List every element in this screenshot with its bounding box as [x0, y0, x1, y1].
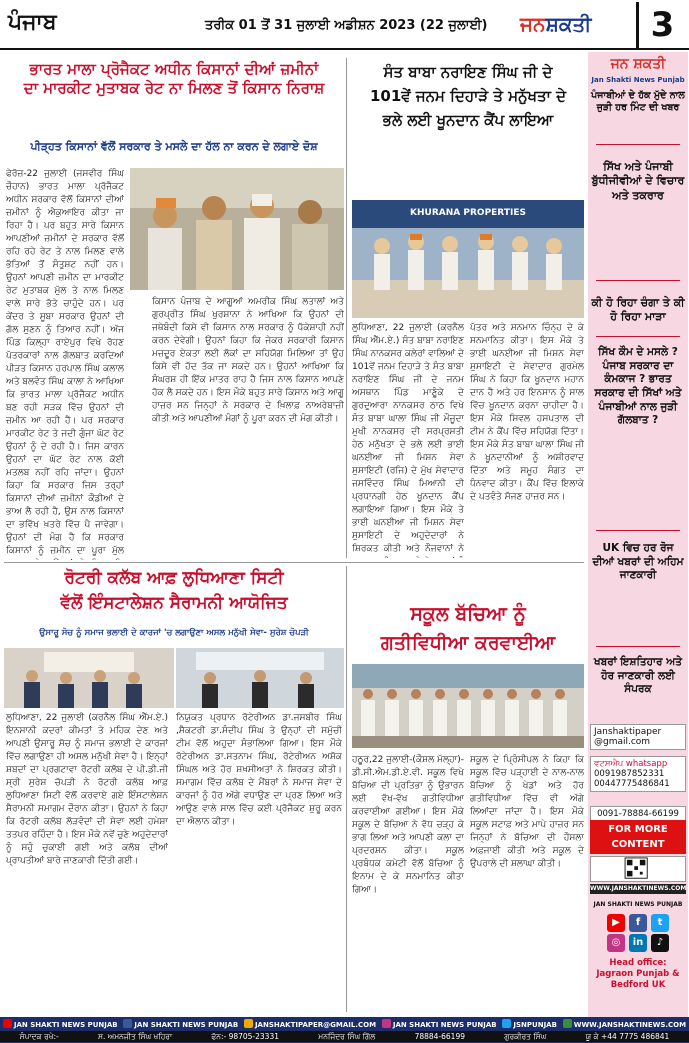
- social-icons-row-1: [590, 914, 686, 932]
- sidebar-topic-5: ਖਬਰਾਂ ਇਸ਼ਤਿਹਾਰ ਅਤੇ ਹੋਰ ਜਾਣਕਾਰੀ ਲਈ ਸੰਪਰਕ: [594, 656, 682, 696]
- sidebar-whatsapp[interactable]: ਵਟਸਐਪ whatsapp 0091987852331 00447775486841: [590, 756, 686, 792]
- website-link[interactable]: WWW.JANSHAKTINEWS.COM: [590, 885, 687, 892]
- sidebar-logo-subtitle: Jan Shakti News Punjab: [591, 76, 685, 84]
- twitter-icon[interactable]: t: [651, 914, 669, 932]
- social-label: JAN SHAKTI NEWS PUNJAB: [593, 901, 683, 908]
- whatsapp-label: ਵਟਸਐਪ whatsapp: [594, 759, 668, 769]
- footer-phone-uk: ਯੂ ਕੇ +44 7775 486841: [585, 1032, 670, 1041]
- footer-phone-1: ਫੋਨ:- 98705-23331: [211, 1032, 280, 1041]
- page-footer: [0, 1017, 689, 1043]
- sidebar-topic-4: UK ਵਿਚ ਹਰ ਰੋਜ ਦੀਆਂ ਖਬਰਾਂ ਦੀ ਅਹਿਮ ਜਾਣਕਾਰੀ: [592, 542, 684, 582]
- footer-name-3: ਗੁਰਕੀਰਤ ਸਿੰਘ: [504, 1032, 547, 1041]
- footer-youtube[interactable]: JAN SHAKTI NEWS PUNJAB: [3, 1019, 118, 1031]
- footer-phone-2: 78884-66199: [414, 1032, 465, 1041]
- banner-text: KHURANA PROPERTIES: [410, 208, 526, 218]
- story2-photo: [352, 200, 584, 318]
- story2-body-right: ਪੱਤਰ ਅਤੇ ਸਨਮਾਨ ਚਿੰਨ੍ਹ ਦੇ ਕੇ ਸਨਮਾਨਿਤ ਕੀਤਾ। ਇਸ ਮੌਕੇ ਤੇ ਭਾਈ ਘਨਈਆ ਜੀ ਮਿਸ਼ਨ ਸੇਵਾ ਸੁਸਾਇਟੀ ਦੇ ਸੇਵਾਦਾਰ ਗੁਰਮੇਲ ਸਿੰਘ ਨੇ ਕਿਹਾ ਕਿ ਖੂਨਦਾਨ ਮਹਾਨ ਦਾਨ ਹੈ ਅਤੇ ਹਰ ਇਨਸਾਨ ਨੂੰ ਸਾਲ ਵਿੱਚ ਖੂਨਦਾਨ ਕਰਨਾ ਚਾਹੀਦਾ ਹੈ। ਇਸ ਮੌਕੇ ਸਿਵਲ ਹਸਪਤਾਲ ਦੀ ਟੀਮ ਨੇ ਕੈਂਪ ਵਿੱਚ ਸਹਿਯੋਗ ਦਿੱਤਾ। ਇਸ ਮੌਕੇ ਸੰਤ ਬਾਬਾ ਘਾਲਾ ਸਿੰਘ ਜੀ ਨੇ ਖੂਨਦਾਨੀਆਂ ਨੂੰ ਅਸ਼ੀਰਵਾਦ ਦਿੱਤਾ ਅਤੇ ਸਮੂਹ ਸੰਗਤ ਦਾ ਧੰਨਵਾਦ ਕੀਤਾ। ਕੈਂਪ ਵਿੱਚ ਇਲਾਕੇ ਦੇ ਪਤਵੰਤੇ ਸੱਜਣ ਹਾਜ਼ਰ ਸਨ।: [470, 323, 584, 502]
- story1-subhead: ਪੀੜ੍ਹਤ ਕਿਸਾਨਾਂ ਵੱਲੋਂ ਸਰਕਾਰ ਤੇ ਮਸਲੇ ਦਾ ਹੱਲ ਨਾ ਕਰਨ ਦੇ ਲਗਾਏ ਦੋਸ਼: [30, 140, 318, 153]
- sidebar-logo: ਜਨ ਸ਼ਕਤੀ: [610, 56, 666, 72]
- story1-body-left: ਫੇਰੋਜ਼-22 ਜੁਲਾਈ (ਜਸਵੀਰ ਸਿੰਘ ਚੌਹਾਨ) ਭਾਰਤ ਮਾਲਾ ਪ੍ਰੋਜੈਕਟ ਅਧੀਨ ਸਰਕਾਰ ਵੱਲੋਂ ਕਿਸਾਨਾਂ ਦੀਆਂ ਜ਼ਮੀਨਾਂ ਨੂੰ ਐਕੁਆਇਰ ਕੀਤਾ ਜਾ ਰਿਹਾ ਹੈ। ਪਰ ਬਹੁਤ ਸਾਰੇ ਕਿਸਾਨ ਆਪਣੀਆਂ ਜ਼ਮੀਨਾਂ ਦੇ ਸਰਕਾਰ ਵੱਲੋਂ ਰਹਿ ਰਹੇ ਰੇਟ ਤੇ ਨਾਲ ਮਿਲਣ ਵਾਲੇ ਭੱਤਿਆਂ ਤੋਂ ਸੰਤੁਸ਼ਟ ਨਹੀਂ ਹਨ। ਉਹਨਾਂ ਆਪਣੀ ਜ਼ਮੀਨ ਦਾ ਮਾਰਕੀਟ ਰੇਟ ਮੁਤਾਬਕ ਮੁੱਲ ਤੇ ਨਾਲ ਮਿਲਣ ਵਾਲੇ ਸਾਰੇ ਭੱਤੇ ਚਾਹੁੰਦੇ ਹਨ। ਪਰ ਕੇਂਦਰ ਤੇ ਸੂਬਾ ਸਰਕਾਰ ਉਹਨਾਂ ਦੀ ਗੱਲ ਸੁਣਨ ਨੂੰ ਤਿਆਰ ਨਹੀਂ। ਅੱਜ ਪਿੰਡ ਕਿਲ੍ਹਾ ਰਾਏਪੁਰ ਵਿਖੇ ਰੋਹਣ ਪੱਤਰਕਾਰਾਂ ਨਾਲ ਗੱਲਬਾਤ ਕਰਦਿਆਂ ਪੀੜਤ ਕਿਸਾਨ ਹਰਪਾਲ ਸਿੰਘ ਕਲਾਲ ਅਤੇ ਬਲਵੰਤ ਸਿੰਘ ਕਾਲਾ ਨੇ ਆਖਿਆ ਕਿ ਭਾਰਤ ਮਾਲਾ ਪ੍ਰੋਜੈਕਟ ਅਧੀਨ ਬਣ ਰਹੀ ਸੜਕ ਵਿੱਚ ਉਹਨਾਂ ਦੀ ਜ਼ਮੀਨ ਆ ਰਹੀ ਹੈ। ਪਰ ਸਰਕਾਰ ਮਾਰਕੀਟ ਰੇਟ ਤੇ ਜਦੀ ਗੁੰਜਾ ਘੱਟ ਰੇਟ ਉਹਨਾਂ ਨੂੰ ਦੇ ਰਹੀ ਹੈ। ਜਿਸ ਕਾਰਨ ਉਹਨਾਂ ਦਾ ਘੱਟ ਰੇਟ ਨਾਲ ਕੋਈ ਮਤਲਬ ਨਹੀਂ ਰਹਿ ਜਾਂਦਾ। ਉਹਨਾਂ ਕਿਹਾ ਕਿ ਸਰਕਾਰ ਜਿਸ ਤਰ੍ਹਾਂ ਕਿਸਾਨਾਂ ਦੀਆਂ ਜ਼ਮੀਨਾਂ ਕੌਡੀਆਂ ਦੇ ਭਾਅ ਲੈ ਰਹੀ ਹੈ, ਉਸ ਨਾਲ ਕਿਸਾਨਾਂ ਦਾ ਭਵਿੱਖ ਖ਼ਤਰੇ ਵਿੱਚ ਪੈ ਜਾਵੇਗਾ। ਉਹਨਾਂ ਦੀ ਮੰਗ ਹੈ ਕਿ ਸਰਕਾਰ ਕਿਸਾਨਾਂ ਨੂੰ ਜ਼ਮੀਨ ਦਾ ਪੂਰਾ ਮੁੱਲ: [6, 169, 124, 556]
- tiktok-icon[interactable]: ♪: [651, 934, 669, 952]
- footer-email[interactable]: JANSHAKTIPAPER@GMAIL.COM: [244, 1019, 376, 1031]
- qr-code[interactable]: [590, 856, 686, 882]
- sidebar-topic-2: ਕੀ ਹੋ ਰਿਹਾ ਚੰਗਾ ਤੇ ਕੀ ਹੋ ਰਿਹਾ ਮਾੜਾ: [591, 296, 685, 324]
- footer-facebook[interactable]: JAN SHAKTI NEWS PUNJAB: [123, 1019, 238, 1031]
- sidebar-topic-1: ਸਿੱਖ ਅਤੇ ਪੰਜਾਬੀ ਬੁੱਧੀਜੀਵੀਆਂ ਦੇ ਵਿਚਾਰ ਅਤੇ ਤਕਰਾਰ: [591, 160, 685, 202]
- instagram-icon: [382, 1019, 391, 1028]
- story4-photo: [352, 664, 584, 748]
- story1-body-right: ਕਿਸਾਨ ਪੰਜਾਬ ਦੇ ਆਗੂਆਂ ਅਮਰੀਕ ਸਿੰਘ ਲਤਾਲਾਂ ਅਤੇ ਗੁਰਪ੍ਰੀਤ ਸਿੰਘ ਖੁਰਸ਼ਾਨਾ ਨੇ ਆਖਿਆ ਕਿ ਉਹਨਾਂ ਦੀ ਜਥੇਬੰਦੀ ਕਿਸੇ ਵੀ ਕਿਸਾਨ ਨਾਲ ਸਰਕਾਰ ਨੂੰ ਧੱਕੇਸ਼ਾਹੀ ਨਹੀਂ ਕਰਨ ਦੇਵੇਗੀ। ਉਹਨਾਂ ਕਿਹਾ ਕਿ ਜੇਕਰ ਸਰਕਾਰੀ ਕਿਸਾਨ ਮਜ਼ਦੂਰ ਏਕਤਾ ਲਈ ਲੋਕਾਂ ਦਾ ਸਹਿਯੋਗ ਮਿਲਿਆ ਤਾਂ ਉਹ ਕਿਸੇ ਵੀ ਹੱਦ ਤੱਕ ਜਾ ਸਕਦੇ ਹਨ। ਉਹਨਾਂ ਆਖਿਆ ਕਿ ਸੰਘਰਸ਼ ਹੀ ਇੱਕ ਮਾਤਰ ਰਾਹ ਹੈ ਜਿਸ ਨਾਲ ਕਿਸਾਨ ਆਪਣੇ ਹੱਕ ਲੈ ਸਕਦੇ ਹਨ। ਇਸ ਮੌਕੇ ਬਹੁਤ ਸਾਰੇ ਕਿਸਾਨ ਅਤੇ ਆਗੂ ਹਾਜ਼ਰ ਸਨ ਜਿਨ੍ਹਾਂ ਨੇ ਸਰਕਾਰ ਦੇ ਖ਼ਿਲਾਫ਼ ਨਾਅਰੇਬਾਜ਼ੀ ਕੀਤੀ ਅਤੇ ਆਪਣੀਆਂ ਮੰਗਾਂ ਨੂੰ ਪੂਰਾ ਕਰਨ ਦੀ ਮੰਗ ਕੀਤੀ।: [152, 297, 344, 424]
- story3-body-right: ਨਿਯੁਕਤ ਪ੍ਰਧਾਨ ਰੋਟੇਰੀਅਨ ਡਾ.ਜਸਬੀਰ ਸਿੰਘ ,ਸੈਕਟਰੀ ਡਾ.ਸੰਦੀਪ ਸਿੰਘ ਤੇ ਉਨ੍ਹਾਂ ਦੀ ਸਮੁੱਚੀ ਟੀਮ ਵੱਲੋਂ ਅਹੁਦਾ ਸੰਭਾਲਿਆ ਗਿਆ। ਇਸ ਮੌਕੇ ਰੋਟੇਰੀਅਨ ਡਾ.ਸਤਨਾਮ ਸਿੰਘ, ਰੋਟੇਰੀਅਨ ਅਸ਼ੋਕ ਸਿੰਘਲ ਅਤੇ ਹੋਰ ਸ਼ਖ਼ਸੀਅਤਾਂ ਨੇ ਸ਼ਿਰਕਤ ਕੀਤੀ। ਸਮਾਗਮ ਵਿੱਚ ਕਲੱਬ ਦੇ ਮੈਂਬਰਾਂ ਨੇ ਸਮਾਜ ਸੇਵਾ ਦੇ ਕਾਰਜਾਂ ਨੂੰ ਹੋਰ ਅੱਗੇ ਵਧਾਉਣ ਦਾ ਪ੍ਰਣ ਲਿਆ ਅਤੇ ਆਉਣ ਵਾਲੇ ਸਾਲ ਵਿੱਚ ਕਈ ਪ੍ਰੋਜੈਕਟ ਸ਼ੁਰੂ ਕਰਨ ਦਾ ਐਲਾਨ ਕੀਤਾ।: [176, 713, 342, 827]
- twitter-icon: [502, 1019, 511, 1028]
- footer-name-2: ਮਨਜਿੰਦਰ ਸਿੰਘ ਗਿੱਲ: [318, 1032, 376, 1041]
- story1-headline: ਭਾਰਤ ਮਾਲਾ ਪ੍ਰੋਜੈਕਟ ਅਧੀਨ ਕਿਸਾਨਾਂ ਦੀਆਂ ਜ਼ਮੀਨਾਂ ਦਾ ਮਾਰਕੀਟ ਮੁਤਾਬਕ ਰੇਟ ਨਾ ਮਿਲਣ ਤੋਂ ਕਿਸਾਨ ਨਿਰਾਸ਼: [23, 60, 325, 97]
- story3-photo-2: [176, 648, 344, 708]
- edition-date: ਤਰੀਕ 01 ਤੋਂ 31 ਜੁਲਾਈ ਅਡੀਸ਼ਨ 2023 (22 ਜੁਲਾਈ): [205, 18, 488, 33]
- facebook-icon: [123, 1019, 132, 1028]
- footer-twitter[interactable]: JSNPUNJAB: [502, 1019, 557, 1031]
- story2-headline: ਸੰਤ ਬਾਬਾ ਨਰਾਇਣ ਸਿੰਘ ਜੀ ਦੇ 101ਵੇਂ ਜਨਮ ਦਿਹਾੜੇ ਤੇ ਮਨੁੱਖਤਾ ਦੇ ਭਲੇ ਲਈ ਖੂਨਦਾਨ ਕੈਂਪ ਲਾਇਆ: [369, 63, 567, 129]
- footer-social-row: [0, 1019, 689, 1031]
- footer-editor-label: ਸੰਪਾਦਕ ਰਖੇ:-: [19, 1032, 59, 1041]
- sidebar-phone[interactable]: 0091-78884-66199: [590, 806, 686, 822]
- linkedin-icon[interactable]: in: [629, 934, 647, 952]
- more-content-banner[interactable]: FOR MORE CONTENT: [590, 820, 686, 854]
- footer-instagram[interactable]: JAN SHAKTI NEWS PUNJAB: [382, 1019, 497, 1031]
- social-icons-row-2: [590, 934, 686, 952]
- story3-headline: ਰੋਟਰੀ ਕਲੱਬ ਆਫ਼ ਲੁਧਿਆਣਾ ਸਿਟੀ ਵੱਲੋਂ ਇੰਸਟਾਲੇਸ਼ਨ ਸੈਰਾਮਨੀ ਆਯੋਜਿਤ: [60, 568, 288, 613]
- sidebar-topic-3: ਸਿੱਖ ਕੌਮ ਦੇ ਮਸਲੇ ? ਪੰਜਾਬ ਸਰਕਾਰ ਦਾ ਕੰਮਕਾਜ ? ਭਾਰਤ ਸਰਕਾਰ ਦੀ ਸਿੱਖਾਂ ਅਤੇ ਪੰਜਾਬੀਆਂ ਨਾਲ ਜੁੜੀ ਗੱਲਬਾਤ ?: [594, 346, 682, 427]
- section-title: ਪੰਜਾਬ: [8, 10, 57, 35]
- footer-contact-row: [0, 1031, 689, 1042]
- masthead-logo: ਜਨਸ਼ਕਤੀ: [520, 12, 592, 36]
- instagram-icon[interactable]: ◎: [607, 934, 625, 952]
- story3-subhead: ਉਸਾਰੂ ਸੋਚ ਨੂੰ ਸਮਾਜ ਭਲਾਈ ਦੇ ਕਾਰਜਾਂ 'ਚ ਲਗਾਉਣਾ ਅਸਲ ਮਨੁੱਖੀ ਸੇਵਾ- ਸੁਰੇਸ਼ ਚੋਪੜੀ: [39, 628, 309, 638]
- facebook-icon[interactable]: f: [629, 914, 647, 932]
- story4-body-left: ਹਠੂਰ,22 ਜੁਲਾਈ-(ਕੌਸ਼ਲ ਮੱਲ੍ਹਾ)-ਡੀ.ਸੀ.ਐਮ.ਡੀ.ਏ.ਵੀ. ਸਕੂਲ ਵਿਖੇ ਬੱਚਿਆ ਦੀ ਪ੍ਰਤਿਭਾ ਨੂੰ ਉਭਾਰਨ ਲਈ ਵੱਖ-ਵੱਖ ਗਤੀਵਿਧੀਆ ਕਰਵਾਈਆ ਗਈਆ। ਇਸ ਮੌਕੇ ਸਕੂਲ ਦੇ ਬੱਚਿਆ ਨੇ ਵੱਧ ਚੜ੍ਹ ਕੇ ਭਾਗ ਲਿਆ ਅਤੇ ਆਪਣੀ ਕਲਾ ਦਾ ਪ੍ਰਦਰਸ਼ਨ ਕੀਤਾ। ਸਕੂਲ ਪ੍ਰਬੰਧਕ ਕਮੇਟੀ ਵੱਲੋਂ ਬੱਚਿਆ ਨੂੰ ਇਨਾਮ ਦੇ ਕੇ ਸਨਮਾਨਿਤ ਕੀਤਾ ਗਿਆ।: [352, 755, 464, 895]
- story3-photo-1: [4, 648, 174, 708]
- story1-photo: [130, 168, 344, 290]
- story4-body-right: ਸਕੂਲ ਦੇ ਪ੍ਰਿੰਸੀਪਲ ਨੇ ਕਿਹਾ ਕਿ ਸਕੂਲ ਵਿੱਚ ਪੜ੍ਹਾਈ ਦੇ ਨਾਲ-ਨਾਲ ਬੱਚਿਆ ਨੂੰ ਖੇਡਾਂ ਅਤੇ ਹੋਰ ਗਤੀਵਿਧੀਆ ਵਿੱਚ ਵੀ ਅੱਗੇ ਲਿਆਂਦਾ ਜਾਂਦਾ ਹੈ। ਇਸ ਮੌਕੇ ਸਕੂਲ ਸਟਾਫ਼ ਅਤੇ ਮਾਪੇ ਹਾਜ਼ਰ ਸਨ ਜਿਨ੍ਹਾਂ ਨੇ ਬੱਚਿਆ ਦੀ ਹੌਸਲਾ ਅਫ਼ਜਾਈ ਕੀਤੀ ਅਤੇ ਸਕੂਲ ਦੇ ਉਪਰਾਲੇ ਦੀ ਸ਼ਲਾਘਾ ਕੀਤੀ।: [470, 755, 584, 869]
- story4-headline: ਸਕੂਲ ਬੱਚਿਆ ਨੂੰ ਗਤੀਵਿਧੀਆ ਕਰਵਾਈਆ: [380, 603, 556, 654]
- head-office: Head office: Jagraon Punjab & Bedford UK: [596, 958, 680, 991]
- youtube-icon: [3, 1019, 12, 1028]
- story3-body-left: ਲੁਧਿਆਣਾ, 22 ਜੁਲਾਈ (ਕਰਨੈਲ ਸਿੰਘ ਐੱਮ.ਏ.) ਇਨਸਾਨੀ ਕਦਰਾਂ ਕੀਮਤਾਂ ਤੇ ਮਹਿਕ ਦੇਣ ਅਤੇ ਆਪਣੀ ਉਸਾਰੂ ਸੋਚ ਨੂੰ ਸਮਾਜ ਭਲਾਈ ਦੇ ਕਾਰਜਾਂ ਵਿੱਚ ਲਗਾਉਣਾ ਹੀ ਅਸਲ ਮਨੁੱਖੀ ਸੇਵਾ ਹੈ। ਇਨ੍ਹਾਂ ਸ਼ਬਦਾਂ ਦਾ ਪ੍ਰਗਟਾਵਾ ਰੋਟਰੀ ਕਲੱਬ ਦੇ ਪੀ.ਡੀ.ਜੀ ਸ੍ਰੀ ਸੁਰੇਸ਼ ਚੋਪੜੀ ਨੇ ਰੋਟਰੀ ਕਲੱਬ ਆਫ਼ ਲੁਧਿਆਣਾ ਸਿਟੀ ਵੱਲੋਂ ਕਰਵਾਏ ਗਏ ਇੰਸਟਾਲੇਸ਼ਨ ਸੈਰਾਮਨੀ ਸਮਾਗਮ ਦੌਰਾਨ ਕੀਤਾ। ਉਹਨਾਂ ਨੇ ਕਿਹਾ ਕਿ ਰੋਟਰੀ ਕਲੱਬ ਲੋੜਵੰਦਾਂ ਦੀ ਸੇਵਾ ਲਈ ਹਮੇਸ਼ਾ ਤਤਪਰ ਰਹਿੰਦਾ ਹੈ। ਇਸ ਮੌਕੇ ਨਵੇਂ ਚੁਣੇ ਅਹੁਦੇਦਾਰਾਂ ਨੂੰ ਸਹੁੰ ਚੁਕਾਈ ਗਈ ਅਤੇ ਕਲੱਬ ਦੀਆਂ ਪ੍ਰਾਪਤੀਆਂ ਬਾਰੇ ਜਾਣਕਾਰੀ ਦਿੱਤੀ ਗਈ।: [6, 713, 168, 866]
- page-number: 3: [636, 2, 686, 48]
- globe-icon: [563, 1019, 572, 1028]
- footer-editor-name: ਸ. ਅਮਨਜੀਤ ਸਿੰਘ ਖਹਿਰਾ: [97, 1032, 173, 1041]
- sidebar-tagline: ਪੰਜਾਬੀਆਂ ਦੇ ਹੱਕ ਮੁੱਦੇ ਨਾਲ ਜੁੜੀ ਹਰ ਮਿੰਟ ਦੀ ਖਬਰ: [591, 90, 685, 114]
- sidebar-email[interactable]: Janshaktipaper @gmail.com: [590, 724, 686, 750]
- page-header: [0, 0, 689, 50]
- footer-website[interactable]: WWW.JANSHAKTINEWS.COM: [563, 1019, 686, 1031]
- qr-icon: [591, 857, 685, 881]
- story2-body-left: ਲੁਧਿਆਣਾ, 22 ਜੁਲਾਈ (ਕਰਨੈਲ ਸਿੰਘ ਐੱਮ.ਏ.) ਸੰਤ ਬਾਬਾ ਨਰਾਇਣ ਸਿੰਘ ਨਾਨਕਸਰ ਕਲੇਰਾਂ ਵਾਲਿਆਂ ਦੇ 101ਵੇਂ ਜਨਮ ਦਿਹਾੜੇ ਤੇ ਸੰਤ ਬਾਬਾ ਨਰਾਇਣ ਸਿੰਘ ਜੀ ਦੇ ਜਨਮ ਅਸਥਾਨ ਪਿੰਡ ਮਾਣੂੰਕੇ ਦੇ ਗੁਰਦੁਆਰਾ ਨਾਨਕਸਰ ਠਾਠ ਵਿਖੇ ਸੰਤ ਬਾਬਾ ਘਾਲਾ ਸਿੰਘ ਜੀ ਮੌਜੂਦਾ ਮੁਖੀ ਨਾਨਕਸਰ ਦੀ ਸਰਪ੍ਰਸਤੀ ਹੇਠ ਮਨੁੱਖਤਾ ਦੇ ਭਲੇ ਲਈ ਭਾਈ ਘਨਈਆ ਜੀ ਮਿਸ਼ਨ ਸੇਵਾ ਸੁਸਾਇਟੀ (ਰਜਿ) ਦੇ ਮੁੱਖ ਸੇਵਾਦਾਰ ਜਸਵਿੰਦਰ ਸਿੰਘ ਮਿਆਨੀ ਦੀ ਪ੍ਰਧਾਨਗੀ ਹੇਠ ਖੂਨਦਾਨ ਕੈਂਪ ਲਗਾਇਆ ਗਿਆ। ਇਸ ਮੌਕੇ ਤੇ ਭਾਈ ਘਨਈਆ ਜੀ ਮਿਸ਼ਨ ਸੇਵਾ ਸੁਸਾਇਟੀ ਦੇ ਅਹੁਦੇਦਾਰਾਂ ਨੇ ਸ਼ਿਰਕਤ ਕੀਤੀ ਅਤੇ ਨੌਜਵਾਨਾਂ ਨੇ: [352, 323, 464, 554]
- youtube-icon[interactable]: ▶: [607, 914, 625, 932]
- mail-icon: [244, 1019, 253, 1028]
